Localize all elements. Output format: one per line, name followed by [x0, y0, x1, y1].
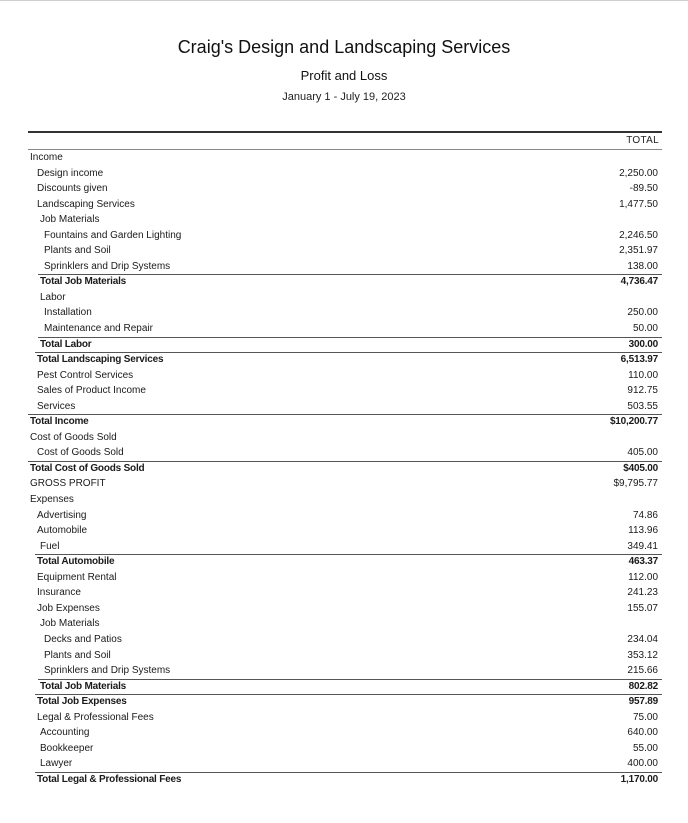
account-row[interactable] — [28, 181, 662, 197]
row-label: Plants and Soil — [44, 649, 111, 661]
row-amount[interactable]: 1,170.00 — [620, 773, 658, 785]
row-label: Plants and Soil — [44, 245, 111, 257]
report-rows — [28, 150, 662, 787]
row-amount[interactable]: 110.00 — [628, 369, 658, 381]
total-row[interactable] — [28, 694, 662, 710]
account-row[interactable] — [28, 648, 662, 664]
page-top-edge — [0, 0, 688, 1]
account-row[interactable] — [28, 399, 662, 415]
row-label: Design income — [37, 167, 104, 179]
account-row[interactable] — [28, 383, 662, 399]
row-label: Total Job Materials — [40, 680, 127, 692]
section-header-row[interactable] — [28, 290, 662, 306]
row-label: Decks and Patios — [44, 633, 122, 645]
row-amount[interactable]: 234.04 — [627, 633, 658, 645]
row-amount[interactable]: 2,351.97 — [619, 245, 658, 257]
row-label: Cost of Goods Sold — [30, 431, 117, 443]
row-label: Bookkeeper — [40, 742, 94, 754]
row-amount[interactable]: -89.50 — [629, 183, 658, 195]
section-header-row[interactable] — [28, 430, 662, 446]
account-row[interactable] — [28, 166, 662, 182]
row-amount[interactable]: 353.12 — [627, 649, 658, 661]
row-amount[interactable]: 215.66 — [627, 665, 658, 677]
row-amount[interactable]: 957.89 — [628, 696, 658, 708]
row-amount[interactable]: $9,795.77 — [613, 478, 658, 490]
row-label: Equipment Rental — [37, 571, 117, 583]
total-row[interactable] — [28, 414, 662, 430]
row-label: Total Income — [30, 416, 89, 428]
row-label: Total Landscaping Services — [37, 354, 164, 366]
row-amount[interactable]: 55.00 — [632, 742, 658, 754]
row-label: Advertising — [37, 509, 87, 521]
row-label: Landscaping Services — [37, 198, 135, 210]
row-amount[interactable]: 113.96 — [628, 525, 658, 537]
row-amount[interactable]: 138.00 — [627, 260, 658, 272]
row-label: Cost of Goods Sold — [37, 447, 124, 459]
account-row[interactable] — [28, 570, 662, 586]
row-amount[interactable]: 112.00 — [628, 571, 658, 583]
account-row[interactable] — [28, 741, 662, 757]
company-name: Craig's Design and Landscaping Services — [177, 37, 511, 57]
account-row[interactable] — [28, 321, 662, 337]
row-label: Job Materials — [40, 214, 100, 226]
row-amount[interactable]: 74.86 — [632, 509, 658, 521]
row-amount[interactable]: $405.00 — [623, 462, 658, 474]
account-row[interactable] — [28, 445, 662, 461]
row-amount[interactable]: 1,477.50 — [619, 198, 658, 210]
account-row[interactable] — [28, 508, 662, 524]
account-row[interactable] — [28, 368, 662, 384]
row-label: Total Legal & Professional Fees — [37, 773, 182, 785]
section-header-row[interactable] — [28, 616, 662, 632]
total-row[interactable] — [28, 461, 662, 477]
row-amount[interactable]: 6,513.97 — [620, 354, 658, 366]
account-row[interactable] — [28, 539, 662, 555]
row-amount[interactable]: 640.00 — [627, 727, 658, 739]
row-amount[interactable]: 75.00 — [632, 711, 658, 723]
row-amount[interactable]: 400.00 — [627, 758, 658, 770]
account-row[interactable] — [28, 228, 662, 244]
row-amount[interactable]: 349.41 — [627, 540, 658, 552]
row-label: Expenses — [30, 494, 74, 506]
row-label: Accounting — [40, 727, 90, 739]
total-row[interactable] — [28, 679, 662, 695]
account-row[interactable] — [28, 725, 662, 741]
row-label: Installation — [44, 307, 92, 319]
row-label: Total Job Materials — [40, 276, 127, 288]
row-label: Lawyer — [40, 758, 73, 770]
row-amount[interactable]: $10,200.77 — [609, 416, 658, 428]
row-label: Job Expenses — [37, 602, 100, 614]
row-label: Services — [37, 400, 76, 412]
account-row[interactable] — [28, 523, 662, 539]
total-row[interactable] — [28, 352, 662, 368]
account-row[interactable] — [28, 305, 662, 321]
row-label: GROSS PROFIT — [30, 478, 106, 490]
row-label: Total Job Expenses — [37, 696, 127, 708]
section-header-row[interactable] — [28, 492, 662, 508]
row-amount[interactable]: 802.82 — [628, 680, 658, 692]
row-label: Total Labor — [40, 338, 92, 350]
row-amount[interactable]: 2,250.00 — [619, 167, 658, 179]
row-label: Income — [30, 152, 63, 163]
row-label: Total Cost of Goods Sold — [30, 462, 145, 474]
row-amount[interactable]: 503.55 — [627, 400, 658, 412]
account-row[interactable] — [28, 756, 662, 772]
section-header-row[interactable] — [28, 212, 662, 228]
total-row[interactable] — [28, 337, 662, 353]
row-amount[interactable]: 155.07 — [627, 602, 658, 614]
report-period: January 1 - July 19, 2023 — [282, 91, 406, 103]
row-label: Fountains and Garden Lighting — [44, 229, 182, 241]
section-header-row[interactable] — [28, 150, 662, 166]
row-amount[interactable]: 241.23 — [627, 587, 658, 599]
total-row[interactable] — [28, 772, 662, 788]
row-label: Sprinklers and Drip Systems — [44, 665, 171, 677]
account-row[interactable] — [28, 197, 662, 213]
account-row[interactable] — [28, 243, 662, 259]
account-row[interactable] — [28, 259, 662, 275]
row-label: Legal & Professional Fees — [37, 711, 154, 723]
row-amount[interactable]: 300.00 — [628, 338, 658, 350]
row-amount[interactable]: 250.00 — [627, 307, 658, 319]
row-label: Discounts given — [37, 183, 108, 195]
row-label: Total Automobile — [37, 556, 115, 568]
row-label: Automobile — [37, 525, 88, 537]
account-row[interactable] — [28, 601, 662, 617]
row-amount[interactable]: 4,736.47 — [620, 276, 658, 288]
row-label: Fuel — [40, 540, 60, 552]
row-label: Sprinklers and Drip Systems — [44, 260, 171, 272]
total-row[interactable] — [28, 554, 662, 570]
row-label: Insurance — [37, 587, 81, 599]
row-label: Labor — [40, 291, 66, 303]
account-row[interactable] — [28, 710, 662, 726]
total-column-header[interactable]: TOTAL — [626, 135, 659, 146]
row-label: Pest Control Services — [37, 369, 134, 381]
row-amount[interactable]: 912.75 — [627, 385, 658, 397]
gross-profit-row[interactable] — [28, 476, 662, 492]
table-top-rule — [28, 131, 662, 133]
account-row[interactable] — [28, 585, 662, 601]
account-row[interactable] — [28, 632, 662, 648]
account-row[interactable] — [28, 663, 662, 679]
total-row[interactable] — [28, 274, 662, 290]
row-amount[interactable]: 463.37 — [628, 556, 658, 568]
row-amount[interactable]: 405.00 — [627, 447, 658, 459]
row-label: Maintenance and Repair — [44, 323, 153, 335]
row-amount[interactable]: 2,246.50 — [619, 229, 658, 241]
row-amount[interactable]: 50.00 — [632, 323, 658, 335]
row-label: Job Materials — [40, 618, 100, 630]
report-title: Profit and Loss — [300, 68, 388, 83]
row-label: Sales of Product Income — [37, 385, 146, 397]
